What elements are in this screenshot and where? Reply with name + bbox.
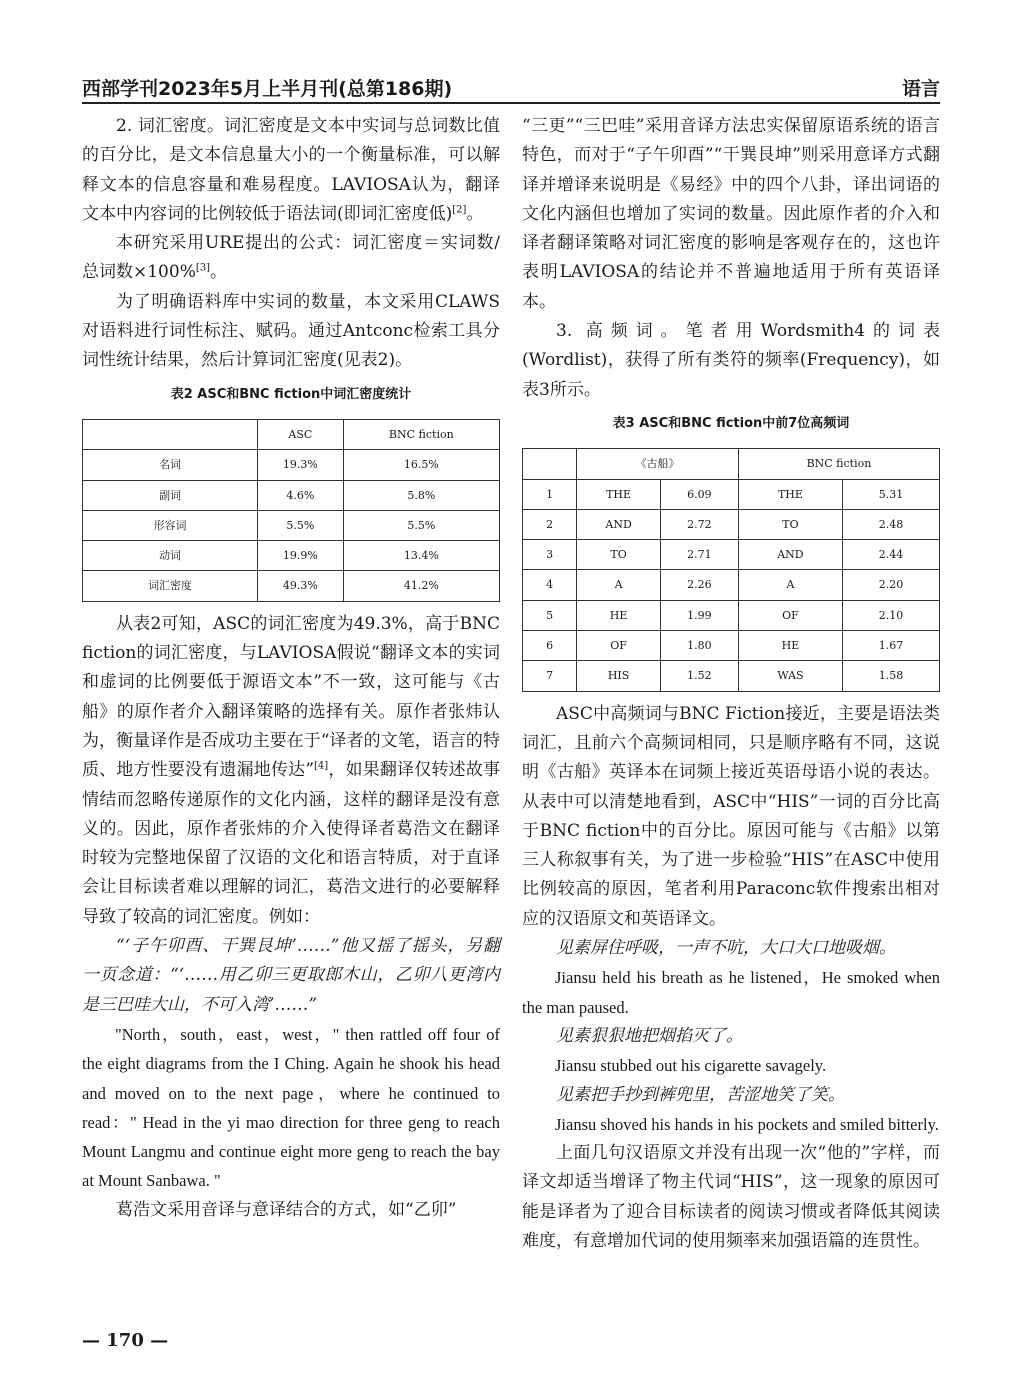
page-number: — 170 — xyxy=(82,1330,169,1351)
table-row: 4 A 2.26 A 2.20 xyxy=(523,570,940,600)
table-row: 1 THE 6.09 THE 5.31 xyxy=(523,479,940,509)
journal-title: 西部学刊2023年5月上半月刊(总第186期) xyxy=(82,78,453,100)
section-label: 语言 xyxy=(901,78,940,100)
running-header xyxy=(82,72,940,100)
paragraph-translation: 葛浩文采用音译与意译结合的方式，如“乙卯” xyxy=(116,1199,457,1220)
table-row: 副词 4.6% 5.8% xyxy=(83,480,500,510)
paragraph-high-frequency: 3. 高频词。笔者用Wordsmith4的词表(Wordlist)，获得了所有类符的频率(Frequency)，如表3所示。 xyxy=(522,321,940,400)
table3-caption: 表3 ASC和BNC fiction中前7位高频词 xyxy=(612,415,850,431)
left-column xyxy=(82,112,500,1225)
example-2-english: Jiansu stubbed out his cigarette savagely. xyxy=(555,1056,827,1076)
paragraph-formula: 本研究采用URE提出的公式：词汇密度＝实词数/总词数×100%[3]。 xyxy=(82,233,500,283)
table2-caption: 表2 ASC和BNC fiction中词汇密度统计 xyxy=(170,386,412,402)
citation: [4] xyxy=(314,760,329,772)
paragraph-analysis: 从表2可知，ASC的词汇密度为49.3%，高于BNC fiction的词汇密度，与LAVIOSA假说“翻译文本的实词和虚词的比例要低于源语文本”不一致，这可能与《古船》的原作者介入翻译策略的选择有关。原作者张炜认为，衡量译作是否成功主要在于“译者的文笔，语言的特质、地方性要没有遗漏地传达”[4]，如果翻译仅转述故事情结而忽略传递原作的文化内涵，这样的翻译是没有意义的。因此，原作者张炜的介入使得译者葛浩文在翻译时较为完整地保留了汉语的文化和语言特质，对于直译会让目标读者难以理解的词汇，葛浩文进行的必要解释导致了较高的词汇密度。例如： xyxy=(82,613,500,927)
table-row: 动词 19.9% 13.4% xyxy=(83,541,500,571)
paragraph-method: 为了明确语料库中实词的数量，本文采用CLAWS对语料进行词性标注、赋码。通过Antconc检索工具分词性统计结果，然后计算词汇密度(见表2)。 xyxy=(82,291,500,371)
right-column xyxy=(522,112,940,1256)
table-header-row: ASC BNC fiction xyxy=(83,419,500,449)
table-row: 5 HE 1.99 OF 2.10 xyxy=(523,600,940,630)
example-quote-chinese: “‘子午卯酉、干巽艮坤’……”他又摇了摇头，另翻一页念道：“‘……用乙卯三更取郎木山，乙卯八更湾内是三巴哇大山，不可入湾’……” xyxy=(82,936,501,1015)
citation: [2] xyxy=(452,204,467,216)
example-1-chinese: 见素屏住呼吸，一声不吭，大口大口地吸烟。 xyxy=(556,938,896,959)
table-row: 形容词 5.5% 5.5% xyxy=(83,510,500,540)
example-quote-english: "North，south，east，west，" then rattled off four of the eight diagrams from the I Ching. Again he shook his head and moved on to the next page，where he continued to read：" Head in the yi mao direction for three geng to reach Mount Langmu and continue eight more geng to reach the bay at Mount Sanbawa. " xyxy=(82,1024,500,1191)
table3 xyxy=(522,448,940,691)
example-3-chinese: 见素把手抄到裤兜里，苦涩地笑了笑。 xyxy=(556,1084,845,1105)
table2 xyxy=(82,419,500,602)
example-3-english: Jiansu shoved his hands in his pockets and smiled bitterly. xyxy=(555,1114,939,1134)
example-1-english: Jiansu held his breath as he listened，He smoked when the man paused. xyxy=(522,968,940,1017)
table-row: 词汇密度 49.3% 41.2% xyxy=(83,571,500,601)
example-2-chinese: 见素狠狠地把烟掐灭了。 xyxy=(556,1025,743,1046)
table-row: 名词 19.3% 16.5% xyxy=(83,450,500,480)
paragraph-continued: “三更”“三巴哇”采用音译方法忠实保留原语系统的语言特色，而对于“子午卯酉”“干巽艮坤”则采用意译方式翻译并增译来说明是《易经》中的四个八卦，译出词语的文化内涵但也增加了实词的数量。因此原作者的介入和译者翻译策略对词汇密度的影响是客观存在的，这也许表明LAVIOSA的结论并不普遍地适用于所有英语译本。 xyxy=(522,116,940,312)
table-header-row: 《古船》 BNC fiction xyxy=(523,449,940,479)
table-row: 7 HIS 1.52 WAS 1.58 xyxy=(523,661,940,691)
paragraph-lexical-density: 2. 词汇密度。词汇密度是文本中实词与总词数比值的百分比，是文本信息量大小的一个衡量标准，可以解释文本的信息容量和难易程度。LAVIOSA认为，翻译文本中内容词的比例较低于语法词(即词汇密度低)[2]。 xyxy=(82,116,500,224)
table-row: 6 OF 1.80 HE 1.67 xyxy=(523,631,940,661)
paragraph-conclusion: 上面几句汉语原文并没有出现一次“他的”字样，而译文却适当增译了物主代词“HIS”，这一现象的原因可能是译者为了迎合目标读者的阅读习惯或者降低其阅读难度，有意增加代词的使用频率来加强语篇的连贯性。 xyxy=(522,1143,940,1251)
table-row: 3 TO 2.71 AND 2.44 xyxy=(523,540,940,570)
paragraph-frequency-analysis: ASC中高频词与BNC Fiction接近，主要是语法类词汇，且前六个高频词相同，只是顺序略有不同，这说明《古船》英译本在词频上接近英语母语小说的表达。从表中可以清楚地看到，ASC中“HIS”一词的百分比高于BNC fiction中的百分比。原因可能与《古船》以第三人称叙事有关，为了进一步检验“HIS”在ASC中使用比例较高的原因，笔者利用Paraconc软件搜索出相对应的汉语原文和英语译文。 xyxy=(522,703,940,929)
citation: [3] xyxy=(195,262,211,274)
header-rule xyxy=(82,102,940,104)
table-row: 2 AND 2.72 TO 2.48 xyxy=(523,509,940,539)
